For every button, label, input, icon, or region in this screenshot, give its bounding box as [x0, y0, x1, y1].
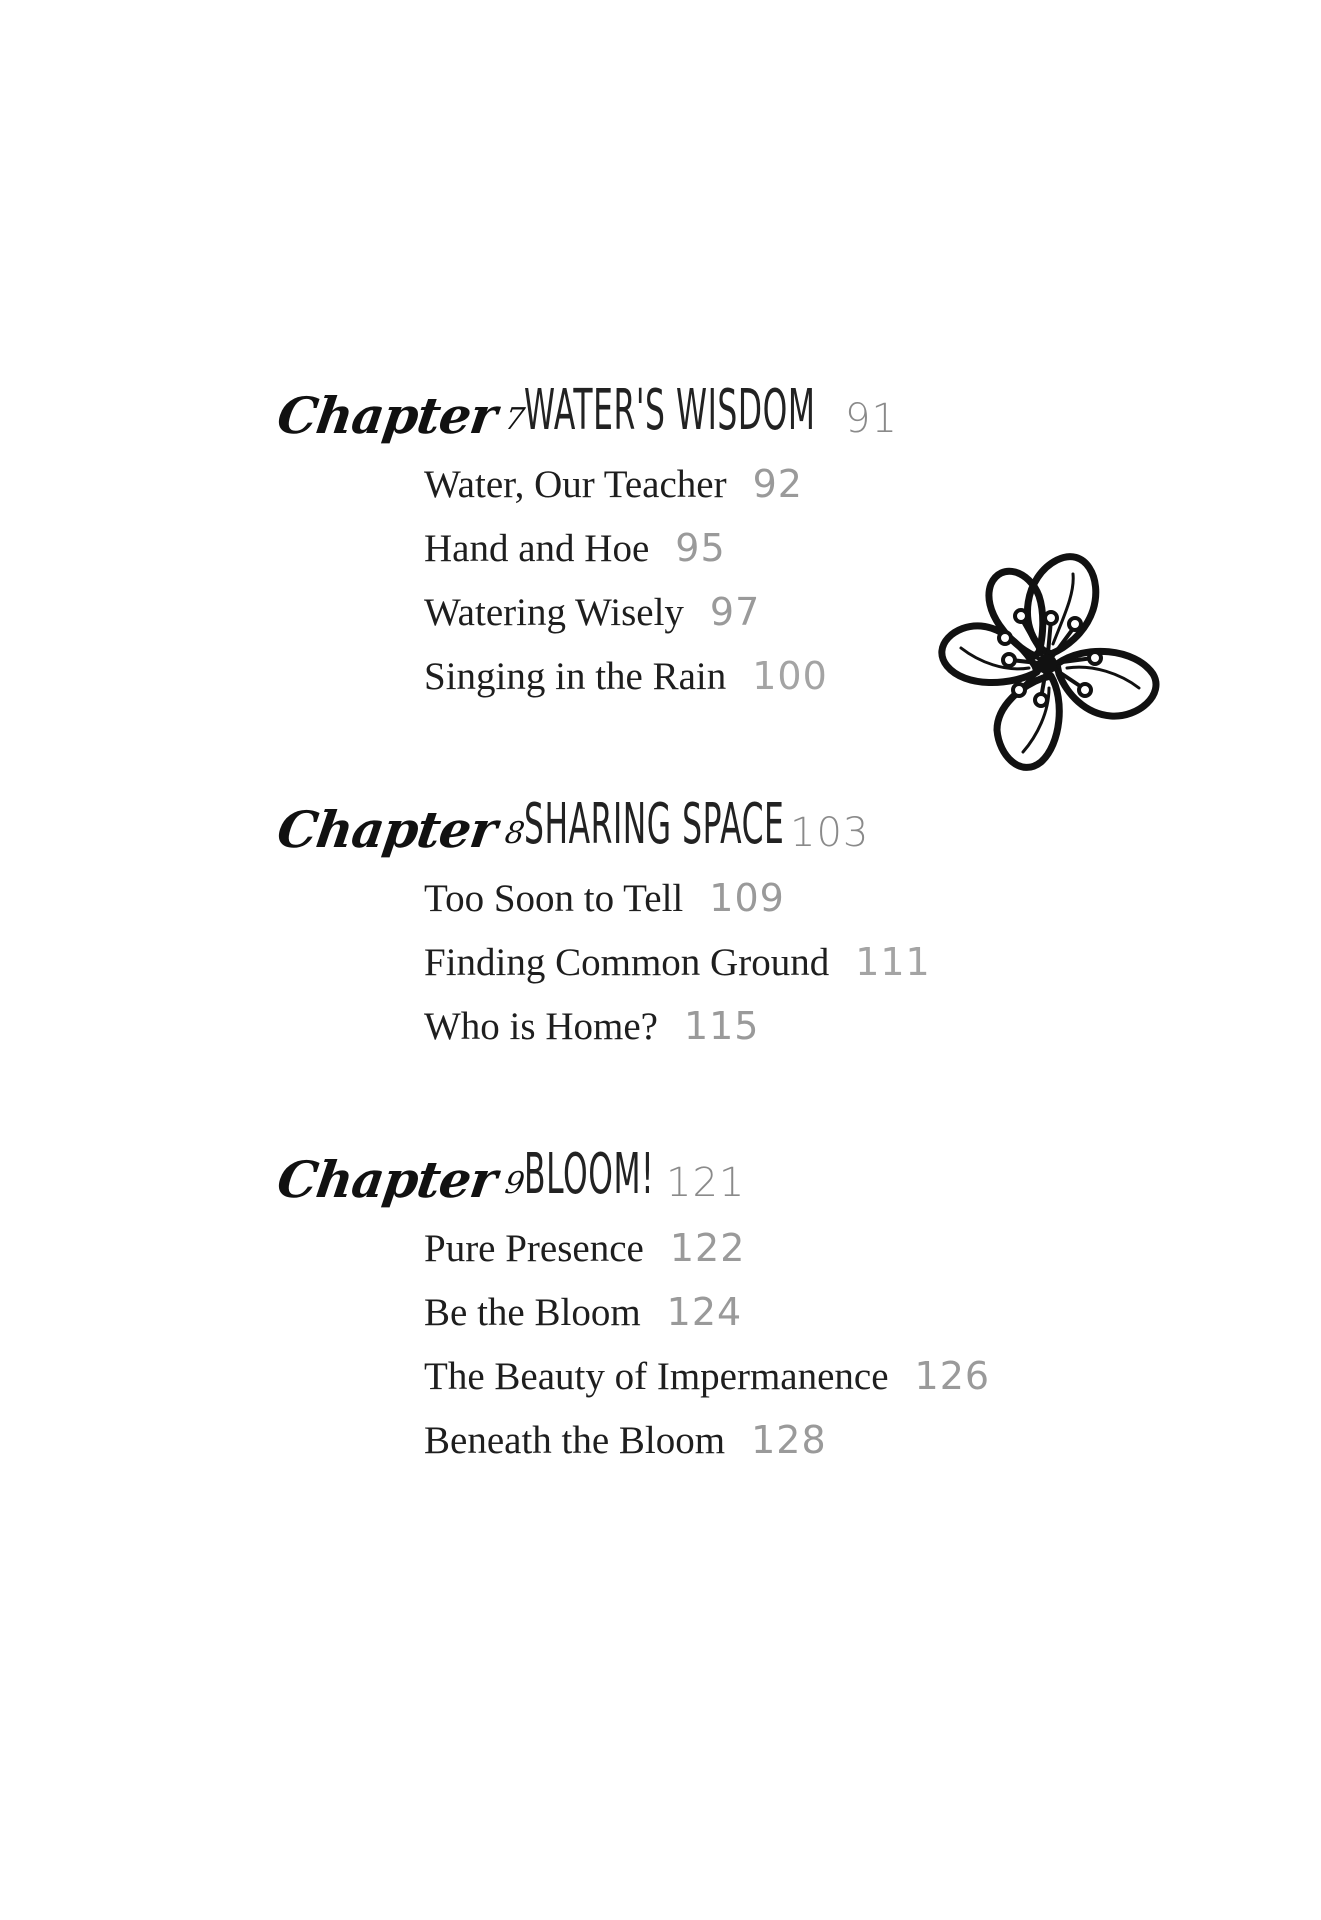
chapter-title: WATER'S WISDOM: [524, 378, 816, 443]
toc-entry[interactable]: [424, 866, 1178, 930]
entry-list: [424, 866, 1178, 1058]
toc-entry[interactable]: [424, 930, 1178, 994]
entry-title: Hand and Hoe: [424, 527, 650, 570]
toc-entry[interactable]: [424, 452, 1178, 516]
entry-page-number: 128: [751, 1418, 827, 1462]
chapter-page-number: 103: [790, 810, 870, 856]
chapter-page-number: 91: [845, 396, 898, 442]
entry-title: Pure Presence: [424, 1227, 644, 1270]
entry-page-number: 92: [752, 462, 803, 506]
entry-title: Finding Common Ground: [424, 941, 830, 984]
chapter-number: 9: [502, 1166, 526, 1201]
chapter-number: 7: [502, 402, 526, 437]
toc-entry[interactable]: [424, 1344, 1178, 1408]
entry-page-number: 109: [709, 876, 785, 920]
toc-entry[interactable]: [424, 994, 1178, 1058]
toc-entry[interactable]: [424, 1216, 1178, 1280]
entry-page-number: 126: [914, 1354, 991, 1398]
toc-entry[interactable]: [424, 1280, 1178, 1344]
chapter-page-number: 121: [666, 1160, 746, 1206]
entry-title: Beneath the Bloom: [424, 1419, 726, 1462]
entry-title: Too Soon to Tell: [424, 877, 684, 920]
chapter-header: [273, 792, 1178, 866]
entry-title: The Beauty of Impermanence: [424, 1355, 889, 1398]
entry-page-number: 97: [709, 590, 761, 634]
flower-icon: [925, 548, 1170, 778]
entry-title: Who is Home?: [424, 1005, 658, 1048]
entry-page-number: 115: [683, 1004, 760, 1048]
chapter-label: Chapter8: [273, 800, 526, 859]
chapter-8: [273, 792, 1178, 1058]
entry-page-number: 95: [675, 526, 726, 570]
entry-title: Singing in the Rain: [424, 655, 727, 698]
chapter-title: BLOOM!: [524, 1142, 655, 1207]
chapter-header: [273, 378, 1178, 452]
chapter-label: Chapter7: [273, 386, 526, 445]
entry-list: [424, 1216, 1178, 1472]
chapter-header: [273, 1142, 1178, 1216]
chapter-title: SHARING SPACE: [524, 792, 785, 857]
chapter-number: 8: [502, 816, 526, 851]
entry-title: Water, Our Teacher: [424, 463, 727, 506]
toc-entry[interactable]: [424, 1408, 1178, 1472]
entry-page-number: 122: [669, 1226, 746, 1270]
chapter-label: Chapter9: [273, 1150, 526, 1209]
chapter-9: [273, 1142, 1178, 1472]
entry-page-number: 100: [752, 654, 828, 698]
entry-title: Be the Bloom: [424, 1291, 641, 1334]
entry-page-number: 124: [666, 1290, 743, 1334]
entry-title: Watering Wisely: [424, 591, 684, 634]
entry-page-number: 111: [855, 940, 931, 984]
